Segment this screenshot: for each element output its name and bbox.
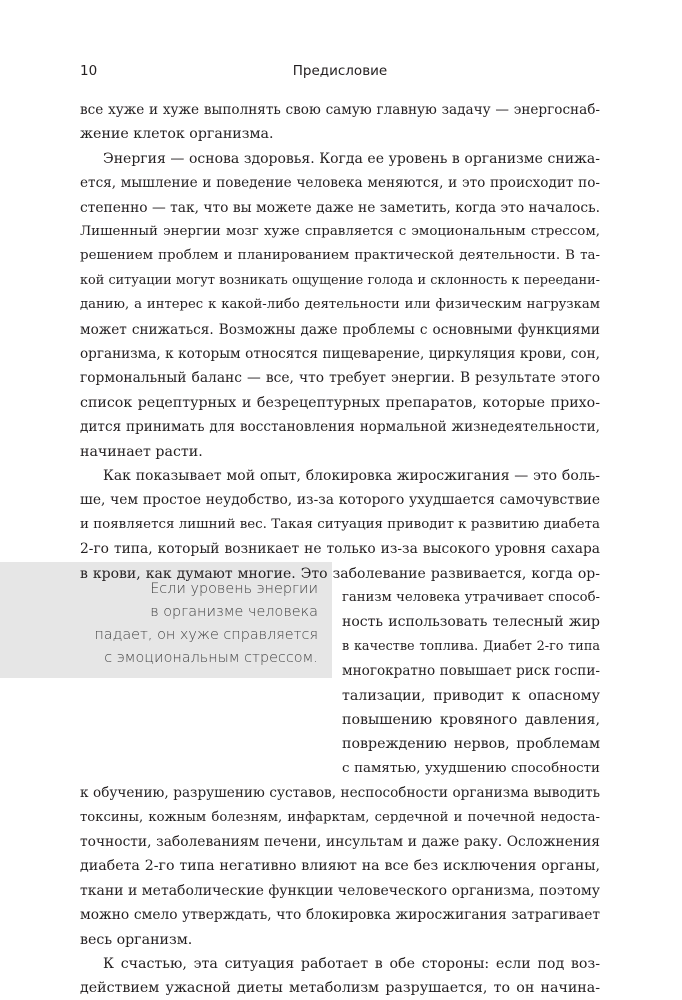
text-line: ность использовать телесный жир — [342, 614, 600, 630]
page-header — [80, 63, 600, 85]
text-line: можно смело утверждать, что блокировка жиросжигания затрагивает — [80, 907, 600, 923]
pull-quote-line: с эмоциональным стрессом. — [104, 650, 318, 666]
pull-quote-line: падает, он хуже справляется — [94, 627, 318, 643]
text-line: в качестве топлива. Диабет 2-го типа — [342, 639, 600, 654]
pull-quote-line: Если уровень энергии — [150, 581, 318, 597]
text-line: Как показывает мой опыт, блокировка жиросжигания — это боль- — [103, 468, 600, 484]
text-line: диабета 2-го типа негативно влияют на все без исключения органы, — [80, 858, 600, 874]
text-line: список рецептурных и безрецептурных препаратов, которые прихо- — [80, 395, 600, 411]
text-line: к обучению, разрушению суставов, неспособности организма выводить — [80, 785, 600, 801]
text-line: начинает расти. — [80, 444, 203, 460]
text-line: жение клеток организма. — [80, 126, 274, 142]
text-line: кой ситуации могут возникать ощущение голода и склонность к переедани- — [80, 273, 600, 288]
text-line: данию, а интерес к какой-либо деятельности или физическим нагрузкам — [80, 297, 600, 312]
text-line: Энергия — основа здоровья. Когда ее уровень в организме снижа- — [103, 151, 600, 167]
text-line: Лишенный энергии мозг хуже справляется с эмоциональным стрессом, — [80, 224, 600, 239]
text-line: с памятью, ухудшению способности — [342, 761, 600, 776]
text-line: решением проблем и планированием практической деятельности. В та- — [80, 248, 600, 263]
text-line: степенно — так, что вы можете даже не заметить, когда это началось. — [80, 200, 600, 216]
text-line: повреждению нервов, проблемам — [342, 736, 600, 752]
text-line: многократно повышает риск госпи- — [342, 663, 600, 679]
text-line: ется, мышление и поведение человека меняются, и это происходит по- — [80, 175, 600, 191]
text-line: точности, заболеваниям печени, инсультам и даже раку. Осложнения — [80, 834, 600, 850]
page-number: 10 — [80, 63, 98, 79]
text-line: весь организм. — [80, 932, 193, 948]
text-line: тализации, приводит к опасному — [342, 688, 600, 704]
text-line: ткани и метаболические функции человеческого организма, поэтому — [80, 883, 600, 899]
text-line: ше, чем простое неудобство, из-за которого ухудшается самочувствие — [80, 492, 600, 508]
text-line: действием ужасной диеты метаболизм разрушается, то он начина- — [80, 980, 600, 996]
text-line: может снижаться. Возможны даже проблемы с основными функциями — [80, 322, 600, 338]
text-line: в крови, как думают многие. Это заболевание развивается, когда ор- — [80, 566, 600, 582]
text-line: ганизм человека утрачивает способ- — [342, 590, 600, 605]
text-line: организма, к которым относятся пищеварение, циркуляция крови, сон, — [80, 346, 600, 362]
section-title: Предисловие — [292, 63, 388, 79]
text-line: все хуже и хуже выполнять свою самую главную задачу — энергоснаб- — [80, 102, 600, 118]
pull-quote-line: в организме человека — [150, 604, 318, 620]
text-line: дится принимать для восстановления нормальной жизнедеятельности, — [80, 419, 600, 435]
text-line: гормональный баланс — все, что требует энергии. В результате этого — [80, 370, 600, 386]
text-line: и появляется лишний вес. Такая ситуация приводит к развитию диабета — [80, 517, 600, 532]
text-line: повышению кровяного давления, — [342, 712, 600, 728]
text-line: токсины, кожным болезням, инфарктам, сердечной и почечной недоста- — [80, 810, 600, 825]
text-line: 2-го типа, который возникает не только из-за высокого уровня сахара — [80, 541, 600, 557]
text-line: К счастью, эта ситуация работает в обе стороны: если под воз- — [103, 956, 600, 972]
